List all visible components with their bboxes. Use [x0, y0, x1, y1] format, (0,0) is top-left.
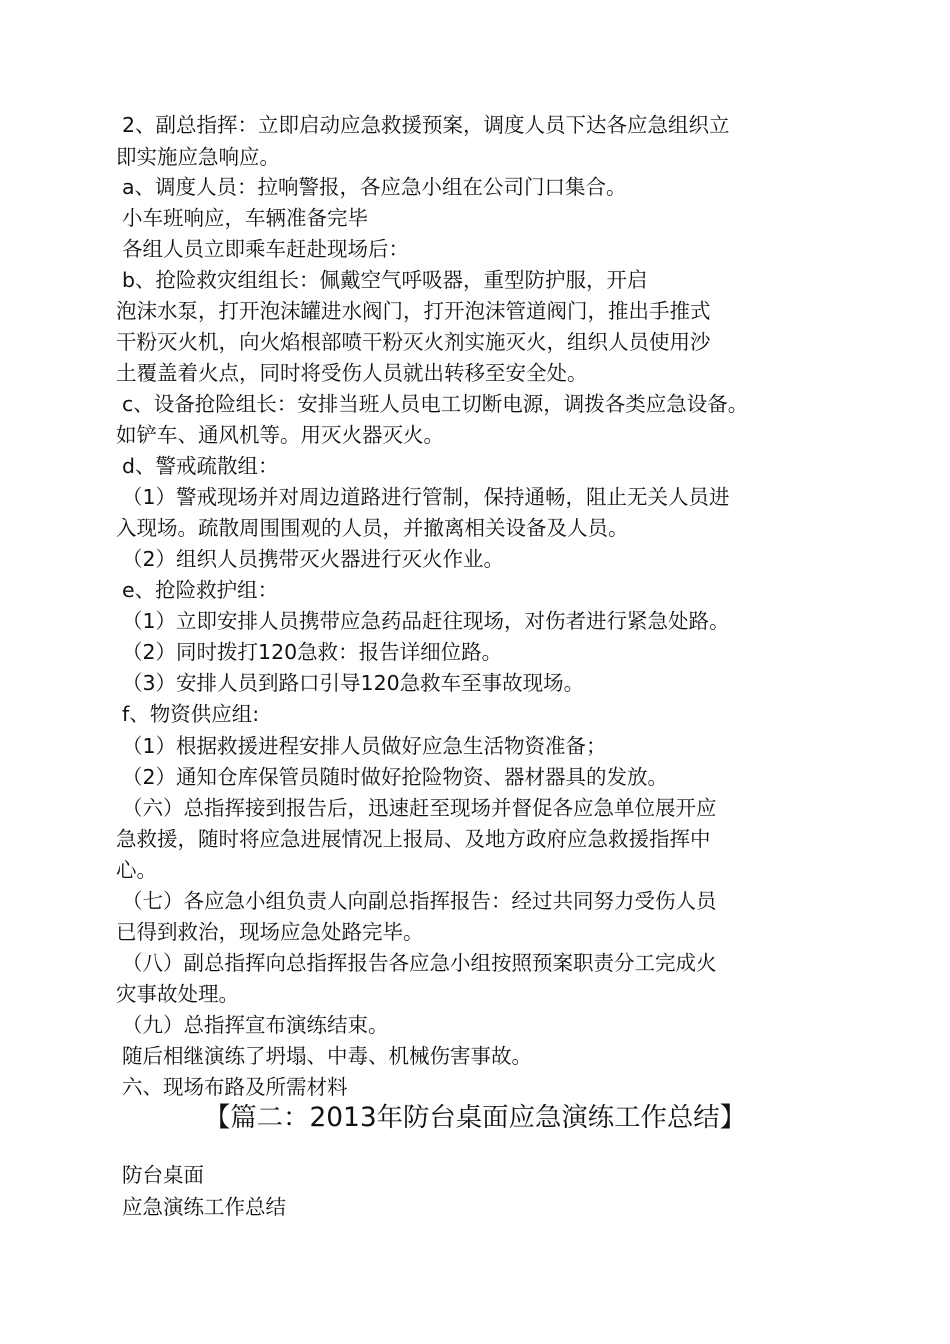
text-line: c、设备抢险组长：安排当班人员电工切断电源，调拨各类应急设备。 [122, 392, 749, 416]
text-line: 干粉灭火机，向火焰根部喷干粉灭火剂实施灭火，组织人员使用沙 [116, 330, 711, 354]
text-line: （2）同时拨打120急救：报告详细位路。 [122, 640, 503, 664]
text-line: （1）立即安排人员携带应急药品赶往现场，对伤者进行紧急处路。 [122, 609, 730, 633]
text-line: （2）通知仓库保管员随时做好抢险物资、器材器具的发放。 [122, 765, 669, 789]
subheading-line: 应急演练工作总结 [122, 1195, 286, 1219]
text-line: （六）总指挥接到报告后，迅速赶至现场并督促各应急单位展开应 [122, 796, 717, 820]
text-line: （3）安排人员到路口引导120急救车至事故现场。 [122, 671, 585, 695]
text-line: 如铲车、通风机等。用灭火器灭火。 [116, 423, 444, 447]
text-line: 心。 [116, 858, 157, 882]
text-line: 即实施应急响应。 [116, 145, 280, 169]
text-line: 入现场。疏散周围围观的人员，并撤离相关设备及人员。 [116, 516, 629, 540]
section-title: 【篇二：2013年防台桌面应急演练工作总结】 [203, 1102, 747, 1133]
text-line: （1）根据救援进程安排人员做好应急生活物资准备； [122, 734, 607, 758]
text-line: （2）组织人员携带灭火器进行灭火作业。 [122, 547, 505, 571]
text-line: 小车班响应，车辆准备完毕 [122, 206, 368, 230]
text-line: 2、副总指挥：立即启动应急救援预案，调度人员下达各应急组织立 [122, 113, 730, 137]
text-line: e、抢险救护组： [122, 578, 279, 602]
text-line: a、调度人员：拉响警报，各应急小组在公司门口集合。 [122, 175, 627, 199]
text-line: f、物资供应组: [122, 702, 260, 726]
text-line: （1）警戒现场并对周边道路进行管制，保持通畅，阻止无关人员进 [122, 485, 730, 509]
text-line: 已得到救治，现场应急处路完毕。 [116, 920, 424, 944]
subheading-line: 防台桌面 [122, 1163, 204, 1187]
text-line: 灾事故处理。 [116, 982, 239, 1006]
text-line: 泡沫水泵，打开泡沫罐进水阀门，打开泡沫管道阀门，推出手推式 [116, 299, 711, 323]
text-line: 土覆盖着火点，同时将受伤人员就出转移至安全处。 [116, 361, 588, 385]
text-line: （七）各应急小组负责人向副总指挥报告：经过共同努力受伤人员 [122, 889, 717, 913]
text-line: b、抢险救灾组组长：佩戴空气呼吸器，重型防护服，开启 [122, 268, 648, 292]
text-line: （九）总指挥宣布演练结束。 [122, 1013, 389, 1037]
text-line: 六、现场布路及所需材料 [122, 1075, 348, 1099]
text-line: 急救援，随时将应急进展情况上报局、及地方政府应急救援指挥中 [116, 827, 711, 851]
text-line: 随后相继演练了坍塌、中毒、机械伤害事故。 [122, 1044, 532, 1068]
text-line: d、警戒疏散组： [122, 454, 279, 478]
text-line: （八）副总指挥向总指挥报告各应急小组按照预案职责分工完成火 [122, 951, 717, 975]
text-line: 各组人员立即乘车赶赴现场后： [122, 237, 409, 261]
